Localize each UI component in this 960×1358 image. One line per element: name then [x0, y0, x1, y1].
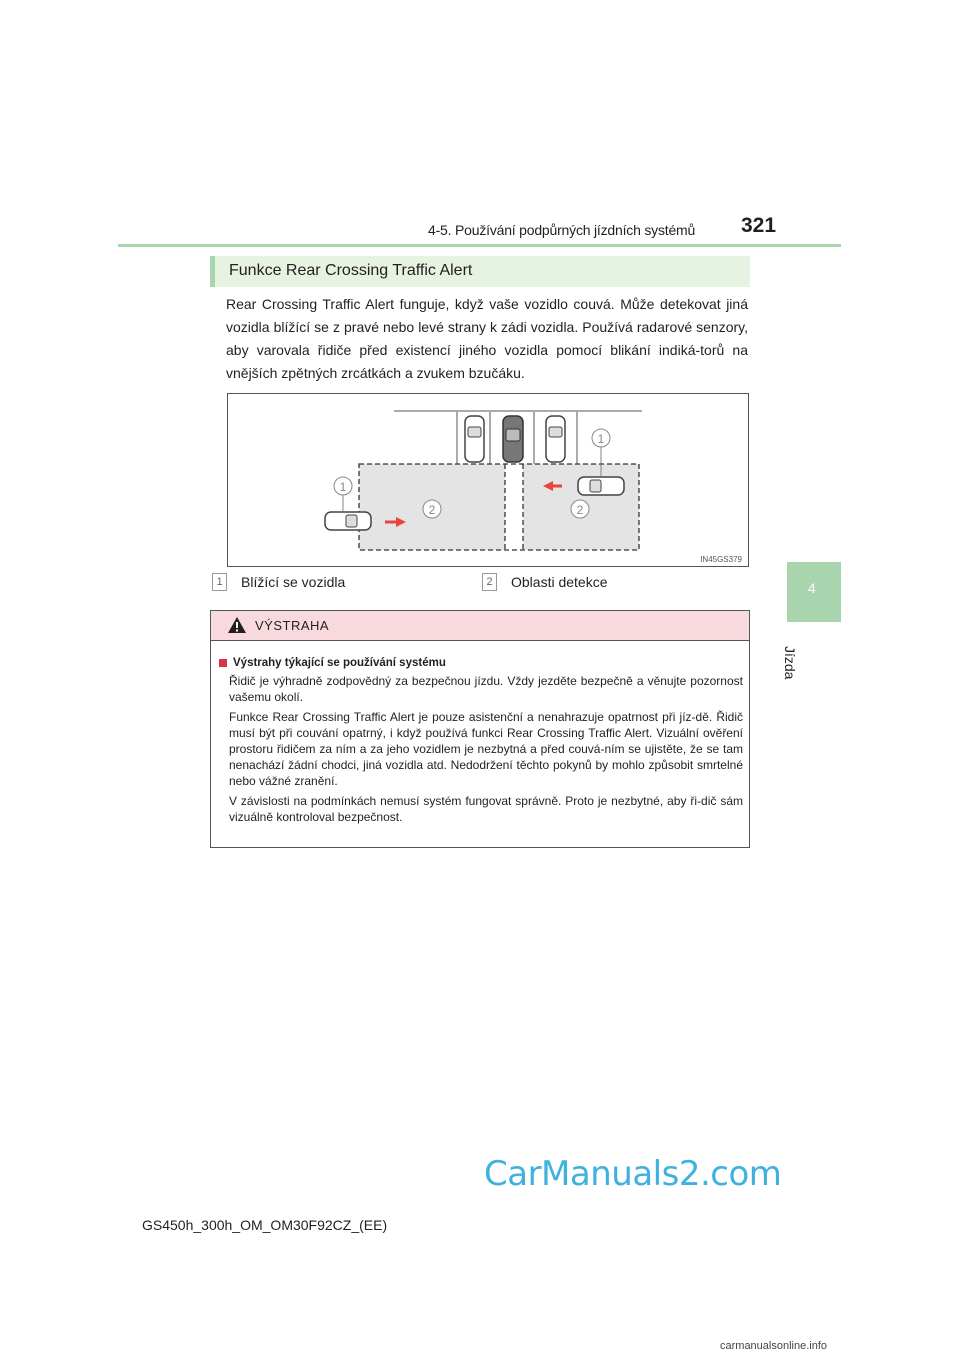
- chapter-tab-number: 4: [808, 580, 816, 596]
- warning-box: [210, 610, 750, 848]
- section-title: Funkce Rear Crossing Traffic Alert: [229, 262, 473, 279]
- parking-diagram: [228, 394, 748, 566]
- figure-id: IN45GS379: [700, 555, 742, 564]
- parked-car: [546, 416, 565, 462]
- page-number: 321: [741, 214, 777, 237]
- legend-label: Oblasti detekce: [511, 574, 608, 590]
- legend-number: 1: [212, 573, 227, 591]
- intro-paragraph: Rear Crossing Traffic Alert funguje, když vaše vozidlo couvá. Může detekovat jiná vozidla blížící se z pravé nebo levé strany k zádi vozidla. Používá radarové senzory, aby varovala řidiče před existencí jiného vozidla pomocí blikání indiká-torů na vnějších zpětných zrcátkách a zvukem bzučáku.: [226, 296, 748, 381]
- warning-body: [219, 655, 743, 829]
- chapter-tab-label: Jízda: [782, 646, 798, 680]
- warning-paragraph: V závislosti na podmínkách nemusí systém fungovat správně. Proto je nezbytné, aby ři-dič sám vizuálně kontroloval bezpečnost.: [229, 794, 743, 824]
- warning-title: VÝSTRAHA: [255, 618, 330, 633]
- legend-label: Blížící se vozidla: [241, 574, 346, 590]
- watermark-url: carmanualsonline.info: [720, 1340, 828, 1352]
- watermark-logo: CarManuals2.com: [484, 1154, 782, 1194]
- warning-paragraph: Funkce Rear Crossing Traffic Alert je pouze asistenční a nenahrazuje opatrnost při jíz-dě. Řidič musí být při couvání opatrný, i když používá funkci Rear Crossing Traffic Alert. Vizuální ověření prostoru řidičem za ním a za jeho vozidlem je nezbytná a před couvá-ním se ujistěte, že se tam nenachází žádní chodci, jiná vozidla atd. Nedodržení těchto pokynů by mohlo způsobit smrtelné nebo vážné zranění.: [229, 710, 743, 788]
- running-header: 4-5. Používání podpůrných jízdních systémů: [428, 222, 696, 238]
- legend-item-1: [212, 573, 345, 591]
- callout-1-left-label: 1: [339, 480, 347, 494]
- warning-subtitle: Výstrahy týkající se používání systému: [219, 655, 743, 671]
- parked-car: [465, 416, 484, 462]
- callout-2-right-label: 2: [576, 503, 584, 517]
- header-rule: [118, 244, 841, 247]
- section-heading-bar: [210, 256, 750, 287]
- callout-1-right-label: 1: [597, 432, 605, 446]
- footer-code: GS450h_300h_OM_OM30F92CZ_(EE): [142, 1217, 388, 1233]
- warning-paragraph: Řidič je výhradně zodpovědný za bezpečnou jízdu. Vždy jezděte bezpečně a věnujte pozornost vašemu okolí.: [229, 674, 743, 704]
- red-square-bullet-icon: [219, 659, 227, 667]
- legend-number: 2: [482, 573, 497, 591]
- legend-item-2: [482, 573, 608, 591]
- warning-header: [211, 611, 749, 641]
- warning-triangle-icon: [228, 617, 246, 633]
- illustration-rcta: [227, 393, 749, 567]
- callout-2-left-label: 2: [428, 503, 436, 517]
